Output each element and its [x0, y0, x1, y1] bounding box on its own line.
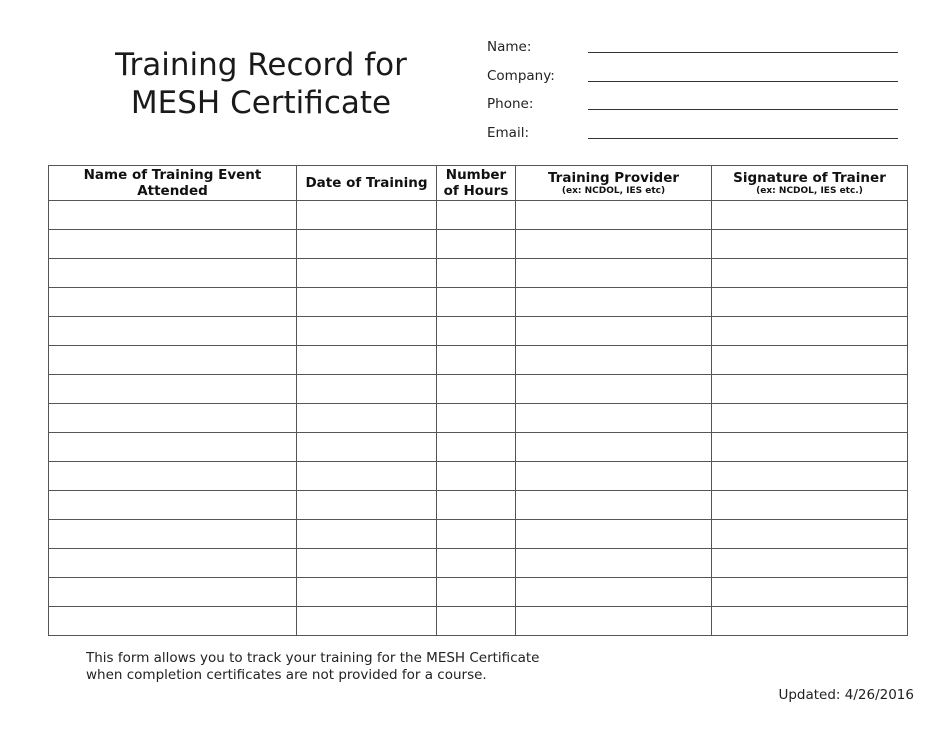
event-name-cell[interactable] — [49, 317, 297, 346]
date-cell[interactable] — [297, 317, 437, 346]
phone-field[interactable] — [487, 95, 907, 124]
form-note-line-1: This form allows you to track your training for the MESH Certificate — [86, 650, 540, 666]
event-name-cell[interactable] — [49, 491, 297, 520]
event-name-cell[interactable] — [49, 404, 297, 433]
company-input-line[interactable] — [588, 81, 898, 82]
phone-input-line[interactable] — [588, 109, 898, 110]
email-input-line[interactable] — [588, 138, 898, 139]
hours-cell[interactable] — [437, 520, 516, 549]
provider-cell[interactable] — [516, 288, 712, 317]
hours-cell[interactable] — [437, 288, 516, 317]
hours-cell[interactable] — [437, 578, 516, 607]
table-row — [49, 346, 908, 375]
phone-label: Phone: — [487, 96, 534, 112]
signature-cell[interactable] — [712, 491, 908, 520]
hours-cell[interactable] — [437, 404, 516, 433]
provider-cell[interactable] — [516, 607, 712, 636]
header-provider-label: Training Provider — [547, 170, 680, 186]
event-name-cell[interactable] — [49, 578, 297, 607]
date-cell[interactable] — [297, 201, 437, 230]
table-row — [49, 230, 908, 259]
signature-cell[interactable] — [712, 230, 908, 259]
table-row — [49, 462, 908, 491]
header-signature — [712, 166, 908, 201]
signature-cell[interactable] — [712, 520, 908, 549]
name-input-line[interactable] — [588, 52, 898, 53]
company-field[interactable] — [487, 67, 907, 96]
date-cell[interactable] — [297, 404, 437, 433]
header-event-name-label: Name of Training Event Attended — [83, 167, 262, 199]
header-date-label: Date of Training — [305, 175, 428, 191]
table-row — [49, 549, 908, 578]
date-cell[interactable] — [297, 607, 437, 636]
table-row — [49, 404, 908, 433]
table-row — [49, 491, 908, 520]
event-name-cell[interactable] — [49, 549, 297, 578]
date-cell[interactable] — [297, 578, 437, 607]
provider-cell[interactable] — [516, 433, 712, 462]
signature-cell[interactable] — [712, 607, 908, 636]
provider-cell[interactable] — [516, 491, 712, 520]
provider-cell[interactable] — [516, 520, 712, 549]
provider-cell[interactable] — [516, 259, 712, 288]
signature-cell[interactable] — [712, 549, 908, 578]
header-signature-hint: (ex: NCDOL, IES etc.) — [756, 186, 863, 196]
hours-cell[interactable] — [437, 346, 516, 375]
table-header-row — [49, 166, 908, 201]
header-provider-hint: (ex: NCDOL, IES etc) — [561, 186, 666, 196]
date-cell[interactable] — [297, 259, 437, 288]
provider-cell[interactable] — [516, 578, 712, 607]
provider-cell[interactable] — [516, 230, 712, 259]
form-note — [86, 650, 566, 684]
header-date — [297, 166, 437, 201]
name-field[interactable] — [487, 38, 907, 67]
provider-cell[interactable] — [516, 549, 712, 578]
company-label: Company: — [487, 67, 555, 84]
hours-cell[interactable] — [437, 433, 516, 462]
header-event-name — [49, 166, 297, 201]
table-row — [49, 607, 908, 636]
table-row — [49, 317, 908, 346]
page-title-line-2: MESH Certificate — [130, 85, 392, 121]
header-signature-label: Signature of Trainer — [733, 170, 886, 186]
event-name-cell[interactable] — [49, 346, 297, 375]
hours-cell[interactable] — [437, 317, 516, 346]
table-row — [49, 288, 908, 317]
event-name-cell[interactable] — [49, 375, 297, 404]
date-cell[interactable] — [297, 491, 437, 520]
date-cell[interactable] — [297, 462, 437, 491]
header-hours-label: Number of Hours — [443, 167, 509, 199]
signature-cell[interactable] — [712, 578, 908, 607]
date-cell[interactable] — [297, 288, 437, 317]
table-row — [49, 201, 908, 230]
table-row — [49, 433, 908, 462]
hours-cell[interactable] — [437, 259, 516, 288]
provider-cell[interactable] — [516, 346, 712, 375]
updated-date: Updated: 4/26/2016 — [778, 687, 914, 703]
event-name-cell[interactable] — [49, 259, 297, 288]
event-name-cell[interactable] — [49, 607, 297, 636]
header-hours — [437, 166, 516, 201]
signature-cell[interactable] — [712, 317, 908, 346]
event-name-cell[interactable] — [49, 462, 297, 491]
date-cell[interactable] — [297, 230, 437, 259]
event-name-cell[interactable] — [49, 433, 297, 462]
hours-cell[interactable] — [437, 607, 516, 636]
table-row — [49, 375, 908, 404]
date-cell[interactable] — [297, 520, 437, 549]
training-table — [48, 165, 908, 636]
date-cell[interactable] — [297, 346, 437, 375]
table-row — [49, 520, 908, 549]
signature-cell[interactable] — [712, 375, 908, 404]
table-row — [49, 578, 908, 607]
contact-fields — [487, 38, 907, 152]
provider-cell[interactable] — [516, 404, 712, 433]
date-cell[interactable] — [297, 433, 437, 462]
provider-cell[interactable] — [516, 317, 712, 346]
page-title-line-1: Training Record for — [115, 47, 407, 83]
hours-cell[interactable] — [437, 230, 516, 259]
hours-cell[interactable] — [437, 201, 516, 230]
email-field[interactable] — [487, 124, 907, 153]
signature-cell[interactable] — [712, 259, 908, 288]
date-cell[interactable] — [297, 549, 437, 578]
table-body — [49, 201, 908, 636]
event-name-cell[interactable] — [49, 230, 297, 259]
event-name-cell[interactable] — [49, 201, 297, 230]
email-label: Email: — [487, 124, 530, 141]
signature-cell[interactable] — [712, 346, 908, 375]
provider-cell[interactable] — [516, 201, 712, 230]
signature-cell[interactable] — [712, 201, 908, 230]
event-name-cell[interactable] — [49, 288, 297, 317]
date-cell[interactable] — [297, 375, 437, 404]
page-title — [96, 46, 426, 122]
provider-cell[interactable] — [516, 462, 712, 491]
header-provider — [516, 166, 712, 201]
event-name-cell[interactable] — [49, 520, 297, 549]
signature-cell[interactable] — [712, 404, 908, 433]
signature-cell[interactable] — [712, 433, 908, 462]
form-note-line-2: when completion certificates are not provided for a course. — [86, 667, 487, 683]
table-row — [49, 259, 908, 288]
name-label: Name: — [487, 39, 532, 55]
hours-cell[interactable] — [437, 549, 516, 578]
hours-cell[interactable] — [437, 462, 516, 491]
signature-cell[interactable] — [712, 462, 908, 491]
provider-cell[interactable] — [516, 375, 712, 404]
hours-cell[interactable] — [437, 491, 516, 520]
hours-cell[interactable] — [437, 375, 516, 404]
signature-cell[interactable] — [712, 288, 908, 317]
